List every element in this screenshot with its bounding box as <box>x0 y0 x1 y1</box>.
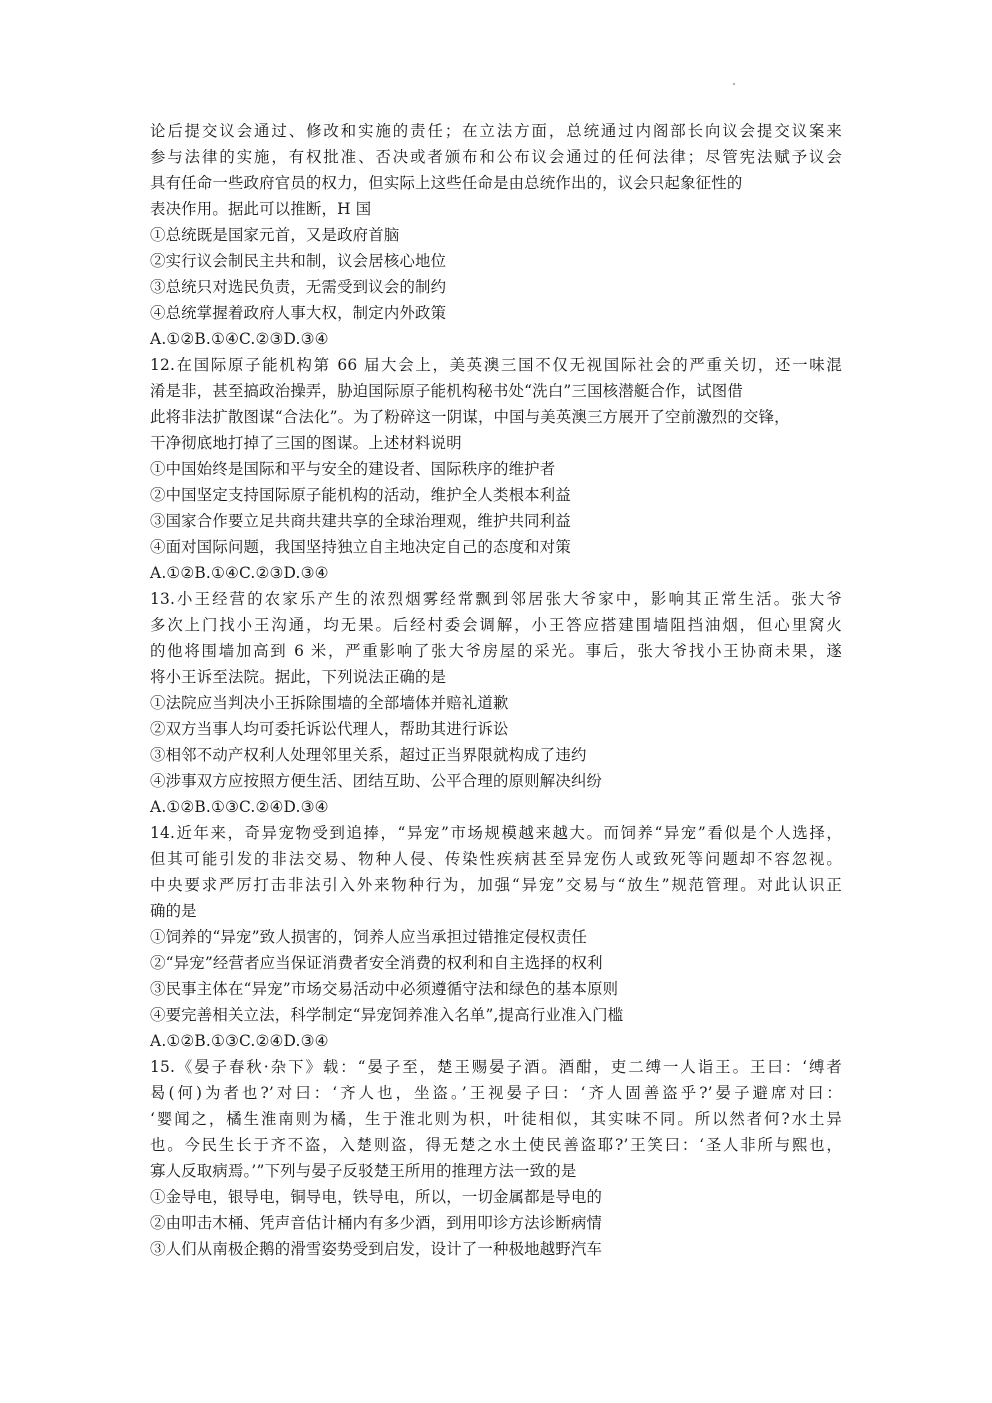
q15-option-2: ②由叩击木桶、凭声音估计桶内有多少酒，到用叩诊方法诊断病情 <box>150 1214 603 1232</box>
q13-option-2: ②双方当事人均可委托诉讼代理人，帮助其进行诉讼 <box>150 720 509 738</box>
q15-stem-line: ‘婴闻之，橘生淮南则为橘，生于淮北则为枳，叶徒相似，其实味不同。所以然者何?水土异 <box>150 1110 842 1128</box>
q13-stem-line: 多次上门找小王沟通，均无果。后经村委会调解，小王答应搭建围墙阻挡油烟，但心里窝火 <box>150 616 842 634</box>
q11-stem-line: 表决作用。据此可以推断，H 国 <box>150 200 372 218</box>
q15-option-3: ③人们从南极企鹅的滑雪姿势受到启发，设计了一种极地越野汽车 <box>150 1240 603 1258</box>
q13-stem-line: 13.小王经营的农家乐产生的浓烈烟雾经常飘到邻居张大爷家中，影响其正常生活。张大爷 <box>150 590 842 608</box>
q13-stem-line: 将小王诉至法院。据此，下列说法正确的是 <box>150 668 447 686</box>
q14-option-2: ②“异宠”经营者应当保证消费者安全消费的权利和自主选择的权利 <box>150 954 603 972</box>
q12-option-1: ①中国始终是国际和平与安全的建设者、国际秩序的维护者 <box>150 460 556 478</box>
q14-stem-line: 但其可能引发的非法交易、物种人侵、传染性疾病甚至异宠伤人或致死等问题却不容忽视。 <box>150 850 842 868</box>
q14-answer-choices: A.①②B.①③C.②④D.③④ <box>150 1032 329 1050</box>
q14-option-3: ③民事主体在“异宠”市场交易活动中必须遵循守法和绿色的基本原则 <box>150 980 619 998</box>
q11-option-1: ①总统既是国家元首，又是政府首脑 <box>150 226 400 244</box>
q11-stem-line: 论后提交议会通过、修改和实施的责任；在立法方面，总统通过内阁部长向议会提交议案来 <box>150 122 842 140</box>
q12-stem-line: 淆是非，甚至搞政治操弄，胁迫国际原子能机构秘书处“洗白”三国核潜艇合作，试图借 <box>150 382 743 400</box>
q15-stem-line: 曷(何)为者也?’对曰：‘齐人也，坐盗。’王视晏子曰：‘齐人固善盗乎?’晏子避席对曰： <box>150 1084 842 1102</box>
q12-option-2: ②中国坚定支持国际原子能机构的活动，维护全人类根本利益 <box>150 486 571 504</box>
scan-speck <box>733 83 735 85</box>
q15-stem-line: 也。今民生长于齐不盗，入楚则盗，得无楚之水土使民善盗耶?’王笑曰：‘圣人非所与熙也， <box>150 1136 842 1154</box>
q11-option-4: ④总统掌握着政府人事大权，制定内外政策 <box>150 304 447 322</box>
exam-page <box>150 118 850 1262</box>
q11-option-3: ③总统只对选民负责，无需受到议会的制约 <box>150 278 447 296</box>
q11-option-2: ②实行议会制民主共和制，议会居核心地位 <box>150 252 447 270</box>
q14-stem-line: 确的是 <box>150 902 197 920</box>
q12-option-3: ③国家合作要立足共商共建共享的全球治理观，维护共同利益 <box>150 512 571 530</box>
q14-option-1: ①饲养的“异宠”致人损害的，饲养人应当承担过错推定侵权责任 <box>150 928 588 946</box>
q11-stem-line: 参与法律的实施，有权批准、否决或者颁布和公布议会通过的任何法律；尽管宪法赋予议会 <box>150 148 842 166</box>
q12-stem-line: 干净彻底地打掉了三国的图谋。上述材料说明 <box>150 434 462 452</box>
q12-answer-choices: A.①②B.①④C.②③D.③④ <box>150 564 329 582</box>
q12-stem-line: 此将非法扩散图谋“合法化”。为了粉碎这一阴谋，中国与美英澳三方展开了空前激烈的交锋， <box>150 408 790 426</box>
q14-stem-line: 中央要求严厉打击非法引入外来物种行为，加强“异宠”交易与“放生”规范管理。对此认识正 <box>150 876 842 894</box>
q15-stem-line: 寡人反取病焉。’”下列与晏子反驳楚王所用的推理方法一致的是 <box>150 1162 577 1180</box>
q14-stem-line: 14.近年来，奇异宠物受到追捧，“异宠”市场规模越来越大。而饲养“异宠”看似是个人选择， <box>150 824 842 842</box>
q13-option-1: ①法院应当判决小王拆除围墙的全部墙体并赔礼道歉 <box>150 694 509 712</box>
q15-option-1: ①金导电，银导电，铜导电，铁导电，所以，一切金属都是导电的 <box>150 1188 603 1206</box>
q13-option-3: ③相邻不动产权利人处理邻里关系，超过正当界限就构成了违约 <box>150 746 587 764</box>
q13-option-4: ④涉事双方应按照方便生活、团结互助、公平合理的原则解决纠纷 <box>150 772 603 790</box>
q12-option-4: ④面对国际问题，我国坚持独立自主地决定自己的态度和对策 <box>150 538 571 556</box>
q11-answer-choices: A.①②B.①④C.②③D.③④ <box>150 330 329 348</box>
q13-answer-choices: A.①②B.①③C.②④D.③④ <box>150 798 329 816</box>
q14-option-4: ④要完善相关立法，科学制定“异宠饲养准入名单”,提高行业准入门槛 <box>150 1006 624 1024</box>
q11-stem-line: 具有任命一些政府官员的权力，但实际上这些任命是由总统作出的，议会只起象征性的 <box>150 174 743 192</box>
q12-stem-line: 12.在国际原子能机构第 66 届大会上，美英澳三国不仅无视国际社会的严重关切，还一味混 <box>150 356 842 374</box>
q15-stem-line: 15.《晏子春秋·杂下》载：“晏子至，楚王赐晏子酒。酒酣，吏二缚一人诣王。王曰：‘缚者 <box>150 1058 842 1076</box>
q13-stem-line: 的他将围墙加高到 6 米，严重影响了张大爷房屋的采光。事后，张大爷找小王协商未果，遂 <box>150 642 842 660</box>
